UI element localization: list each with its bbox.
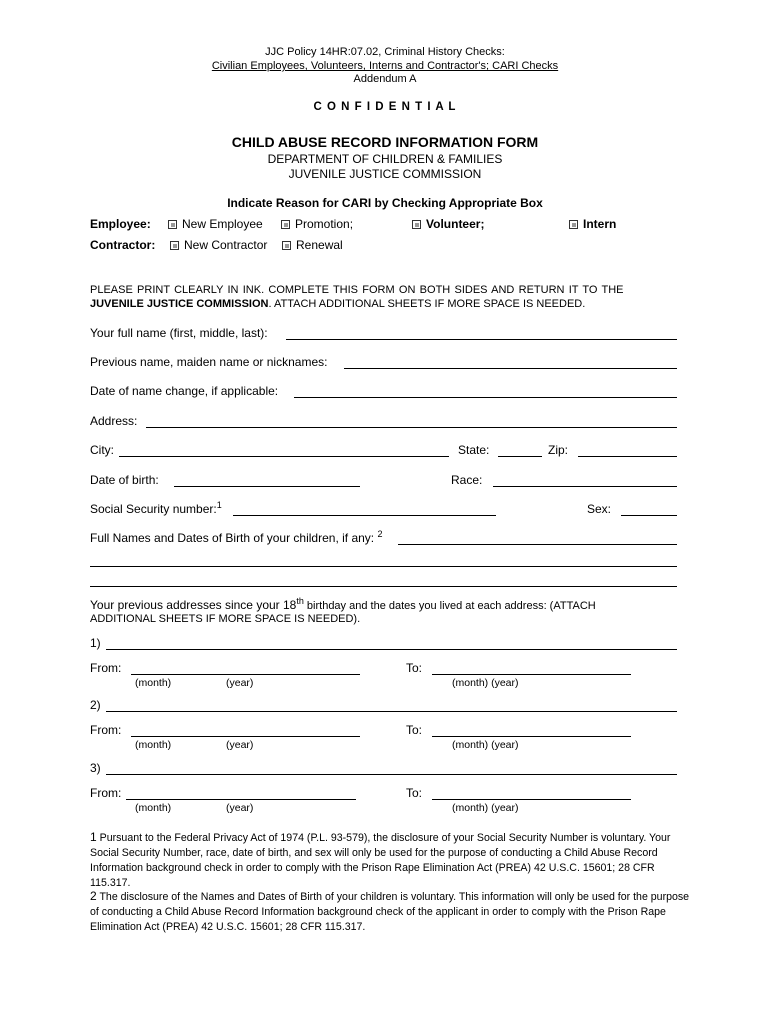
promotion-option[interactable] (281, 217, 353, 231)
children-field-3[interactable] (90, 586, 677, 587)
intern-label: Intern (583, 217, 617, 231)
notice-attach: . ATTACH ADDITIONAL SHEETS IF MORE SPACE IS NEEDED. (268, 298, 586, 310)
department-line-1: DEPARTMENT OF CHILDREN & FAMILIES (267, 152, 503, 166)
address-2-to-label: To: (406, 723, 423, 737)
confidential-label: C O N F I D E N T I A L (313, 101, 457, 113)
address-2-field[interactable] (106, 711, 677, 712)
policy-line-2 (0, 60, 770, 72)
addresses-intro-b: birthday and the dates you lived at each address: (ATTACH (303, 600, 596, 612)
zip-label: Zip: (548, 443, 569, 457)
state-field[interactable] (498, 456, 542, 457)
name-change-label: Date of name change, if applicable: (90, 384, 279, 398)
notice-line-1: PLEASE PRINT CLEARLY IN INK. COMPLETE THIS FORM ON BOTH SIDES AND RETURN IT TO THE (90, 284, 624, 296)
contractor-label: Contractor: (90, 238, 156, 252)
address-3-from-label: From: (90, 786, 122, 800)
name-change-field[interactable] (294, 397, 677, 398)
addresses-intro (90, 598, 596, 612)
address-2-number: 2) (90, 698, 101, 712)
notice-line-2 (90, 298, 585, 310)
address-2-from-year: (year) (226, 739, 254, 751)
volunteer-label: Volunteer; (426, 217, 485, 231)
address-2-from-field[interactable] (131, 736, 360, 737)
address-1-to-field[interactable] (432, 674, 631, 675)
address-3-to-field[interactable] (432, 799, 631, 800)
footnote-1 (90, 830, 690, 891)
addresses-intro-line-2: ADDITIONAL SHEETS IF MORE SPACE IS NEEDED). (90, 613, 361, 625)
dob-field[interactable] (174, 486, 360, 487)
instruction-heading: Indicate Reason for CARI by Checking Appropriate Box (227, 196, 543, 210)
checkbox-icon[interactable] (170, 241, 179, 250)
new-contractor-option[interactable] (170, 238, 267, 252)
address-field[interactable] (146, 427, 677, 428)
address-label: Address: (90, 414, 138, 428)
address-2-to-field[interactable] (432, 736, 631, 737)
footnote-1-number: 1 (90, 830, 97, 844)
address-3-field[interactable] (106, 774, 677, 775)
children-field-2[interactable] (90, 566, 677, 567)
renewal-option[interactable] (282, 238, 343, 252)
new-employee-label: New Employee (182, 217, 263, 231)
footnote-2-text: The disclosure of the Names and Dates of Birth of your children is voluntary. This information will only be used for the purpose of conducting a Child Abuse Record Information background check of the applicant in order to comply with the Prison Rape Elimination Act (PREA) 42 U.S.C. 15601; 28 CFR 115.317. (90, 891, 690, 933)
address-3-to-month-year: (month) (year) (452, 802, 519, 814)
address-1-from-year: (year) (226, 677, 254, 689)
full-name-field[interactable] (286, 339, 677, 340)
city-field[interactable] (119, 456, 449, 457)
ssn-label (90, 502, 222, 516)
policy-line-1: JJC Policy 14HR:07.02, Criminal History Checks: (265, 46, 505, 58)
dob-label: Date of birth: (90, 473, 159, 487)
notice-commission: JUVENILE JUSTICE COMMISSION (90, 298, 269, 310)
checkbox-icon[interactable] (412, 220, 421, 229)
new-employee-option[interactable] (168, 217, 263, 231)
ssn-label-text: Social Security number: (90, 502, 217, 516)
address-3-number: 3) (90, 761, 101, 775)
address-3-from-month: (month) (135, 802, 172, 814)
full-name-label: Your full name (first, middle, last): (90, 326, 268, 340)
checkbox-icon[interactable] (168, 220, 177, 229)
children-footnote-ref: 2 (377, 529, 383, 539)
address-2-to-month-year: (month) (year) (452, 739, 519, 751)
children-field-1[interactable] (398, 544, 677, 545)
children-label (90, 531, 383, 545)
city-label: City: (90, 443, 114, 457)
address-1-from-month: (month) (135, 677, 172, 689)
addresses-intro-a: Your previous addresses since your 18 (90, 598, 297, 612)
race-field[interactable] (493, 486, 677, 487)
ssn-field[interactable] (233, 515, 496, 516)
address-3-from-field[interactable] (126, 799, 356, 800)
address-1-from-field[interactable] (131, 674, 360, 675)
address-1-from-label: From: (90, 661, 122, 675)
address-2-from-label: From: (90, 723, 122, 737)
previous-name-label: Previous name, maiden name or nicknames: (90, 355, 328, 369)
footnote-2 (90, 889, 690, 935)
volunteer-option[interactable] (412, 217, 484, 231)
race-label: Race: (451, 473, 483, 487)
addresses-intro-sup: th (296, 596, 304, 606)
address-1-to-month-year: (month) (year) (452, 677, 519, 689)
employee-label: Employee: (90, 217, 151, 231)
address-1-number: 1) (90, 636, 101, 650)
address-3-from-year: (year) (226, 802, 254, 814)
address-2-from-month: (month) (135, 739, 172, 751)
previous-name-field[interactable] (344, 368, 677, 369)
intern-option[interactable] (569, 217, 616, 231)
children-label-text: Full Names and Dates of Birth of your children, if any: (90, 531, 375, 545)
address-1-field[interactable] (106, 649, 677, 650)
new-contractor-label: New Contractor (184, 238, 268, 252)
sex-field[interactable] (621, 515, 677, 516)
ssn-footnote-ref: 1 (216, 500, 222, 510)
state-label: State: (458, 443, 490, 457)
address-1-to-label: To: (406, 661, 423, 675)
renewal-label: Renewal (296, 238, 343, 252)
zip-field[interactable] (578, 456, 677, 457)
checkbox-icon[interactable] (569, 220, 578, 229)
address-3-to-label: To: (406, 786, 423, 800)
promotion-label: Promotion; (295, 217, 354, 231)
addendum-label: Addendum A (353, 73, 417, 85)
form-title: CHILD ABUSE RECORD INFORMATION FORM (231, 134, 539, 150)
department-line-2: JUVENILE JUSTICE COMMISSION (288, 167, 482, 181)
policy-line-2-text: Civilian Employees, Volunteers, Interns and Contractor's; CARI Checks (211, 60, 559, 72)
checkbox-icon[interactable] (281, 220, 290, 229)
sex-label: Sex: (587, 502, 612, 516)
footnote-2-number: 2 (90, 889, 97, 903)
footnote-1-text: Pursuant to the Federal Privacy Act of 1974 (P.L. 93-579), the disclosure of your Social Security Number is voluntary. Your Social Security Number, race, date of birth, and sex will only be used for the purpose of conducting a Child Abuse Record Information background check in order to comply with the Prison Rape Elimination Act (PREA) 42 U.S.C. 15601; 28 CFR 115.317. (90, 832, 671, 889)
checkbox-icon[interactable] (282, 241, 291, 250)
